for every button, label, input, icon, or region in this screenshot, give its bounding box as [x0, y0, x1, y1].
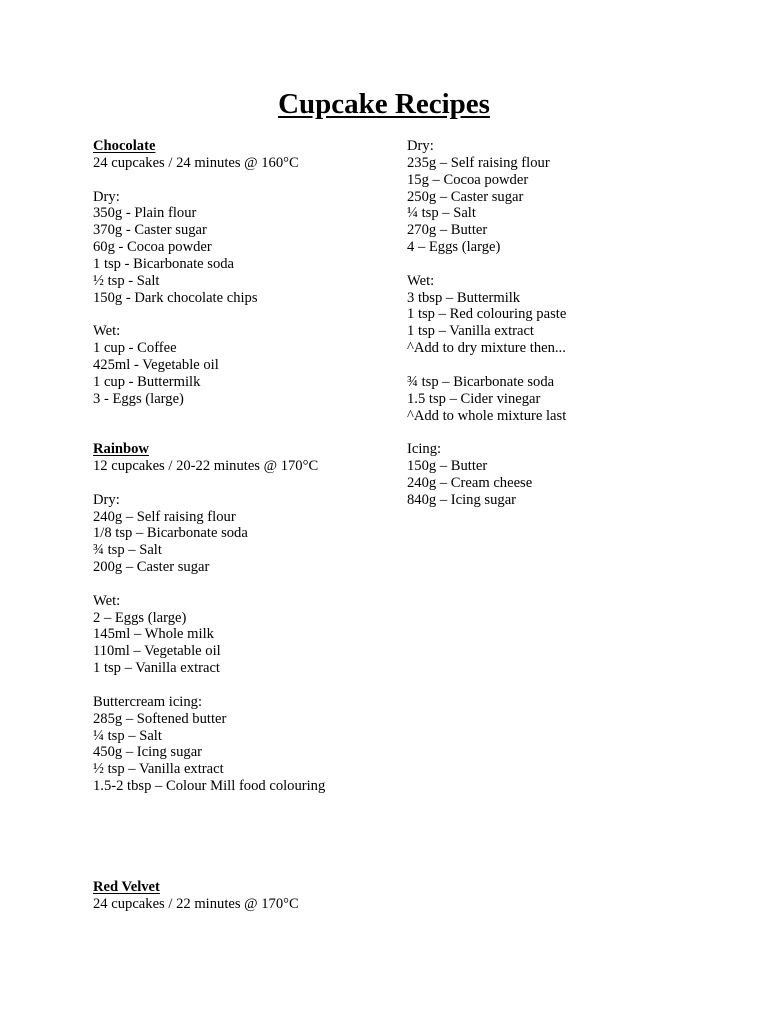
- ingredient-line: ¼ tsp – Salt: [93, 727, 162, 744]
- ingredient-line: 270g – Butter: [407, 222, 488, 239]
- ingredient-line: 250g – Caster sugar: [407, 188, 524, 205]
- recipe-yield: 24 cupcakes / 24 minutes @ 160°C: [93, 154, 299, 171]
- section-label-dry: Dry:: [93, 188, 120, 205]
- ingredient-line: 1 tsp – Red colouring paste: [407, 306, 567, 323]
- instruction-line: ^Add to dry mixture then...: [407, 340, 566, 357]
- ingredient-line: ¾ tsp – Salt: [93, 542, 162, 559]
- ingredient-line: 150g - Dark chocolate chips: [93, 289, 258, 306]
- spacer: [93, 424, 325, 441]
- recipe-yield: 24 cupcakes / 22 minutes @ 170°C: [93, 895, 299, 912]
- spacer: [93, 862, 325, 879]
- ingredient-line: 450g – Icing sugar: [93, 744, 203, 761]
- ingredient-line: ¾ tsp – Bicarbonate soda: [407, 373, 555, 390]
- spacer: [407, 357, 566, 374]
- ingredient-line: 370g - Caster sugar: [93, 222, 207, 239]
- ingredient-line: 150g – Butter: [407, 458, 488, 475]
- ingredient-line: 240g – Cream cheese: [407, 474, 533, 491]
- spacer: [93, 576, 325, 593]
- spacer: [93, 172, 325, 189]
- section-label-wet: Wet:: [407, 272, 435, 289]
- ingredient-line: 1 tsp – Vanilla extract: [407, 323, 534, 340]
- ingredient-line: 235g – Self raising flour: [407, 154, 550, 171]
- spacer: [93, 408, 325, 425]
- ingredient-line: 1.5 tsp – Cider vinegar: [407, 390, 541, 407]
- ingredient-line: 285g – Softened butter: [93, 710, 227, 727]
- ingredient-line: 3 - Eggs (large): [93, 390, 184, 407]
- recipe-heading-rainbow: Rainbow: [93, 441, 149, 458]
- ingredient-line: 1/8 tsp – Bicarbonate soda: [93, 525, 248, 542]
- spacer: [93, 677, 325, 694]
- ingredient-line: 3 tbsp – Buttermilk: [407, 289, 521, 306]
- page-title-text: Cupcake Recipes: [278, 88, 490, 120]
- ingredient-line: 1 cup - Buttermilk: [93, 373, 201, 390]
- ingredient-line: 350g - Plain flour: [93, 205, 197, 222]
- recipe-heading-chocolate: Chocolate: [93, 138, 156, 154]
- spacer: [93, 812, 325, 829]
- ingredient-line: ¼ tsp – Salt: [407, 205, 476, 222]
- recipe-rainbow: [93, 441, 325, 795]
- ingredient-line: 60g - Cocoa powder: [93, 239, 212, 256]
- spacer: [93, 829, 325, 846]
- ingredient-line: 1 tsp - Bicarbonate soda: [93, 255, 235, 272]
- recipe-chocolate: [93, 138, 325, 408]
- section-label-dry: Dry:: [93, 491, 120, 508]
- instruction-line: ^Add to whole mixture last: [407, 407, 567, 424]
- ingredient-line: 1.5-2 tbsp – Colour Mill food colouring: [93, 778, 326, 795]
- spacer: [93, 795, 325, 812]
- section-label-wet: Wet:: [93, 592, 121, 609]
- section-label-dry: Dry:: [407, 138, 434, 154]
- ingredient-line: 2 – Eggs (large): [93, 609, 187, 626]
- ingredient-line: ½ tsp - Salt: [93, 272, 160, 289]
- ingredient-line: 145ml – Whole milk: [93, 626, 214, 643]
- page-title: [0, 86, 768, 122]
- spacer: [93, 475, 325, 492]
- ingredient-line: 200g – Caster sugar: [93, 559, 210, 576]
- ingredient-line: 425ml - Vegetable oil: [93, 356, 219, 373]
- ingredient-line: ½ tsp – Vanilla extract: [93, 761, 224, 778]
- section-label-wet: Wet:: [93, 323, 121, 340]
- spacer: [407, 256, 566, 273]
- recipe-heading-red-velvet: Red Velvet: [93, 879, 160, 896]
- ingredient-line: 240g – Self raising flour: [93, 508, 236, 525]
- left-column: [93, 138, 325, 913]
- section-label-icing: Icing:: [407, 441, 442, 458]
- ingredient-line: 1 cup - Coffee: [93, 340, 177, 357]
- spacer: [407, 424, 566, 441]
- ingredient-line: 4 – Eggs (large): [407, 239, 501, 256]
- ingredient-line: 840g – Icing sugar: [407, 491, 517, 508]
- spacer: [93, 306, 325, 323]
- ingredient-line: 15g – Cocoa powder: [407, 171, 529, 188]
- ingredient-line: 1 tsp – Vanilla extract: [93, 660, 220, 677]
- ingredient-line: 110ml – Vegetable oil: [93, 643, 221, 660]
- recipe-red-velvet-header: [93, 879, 325, 913]
- recipe-yield: 12 cupcakes / 20-22 minutes @ 170°C: [93, 458, 319, 475]
- right-column: [407, 138, 566, 509]
- spacer: [93, 845, 325, 862]
- section-label-icing: Buttercream icing:: [93, 693, 203, 710]
